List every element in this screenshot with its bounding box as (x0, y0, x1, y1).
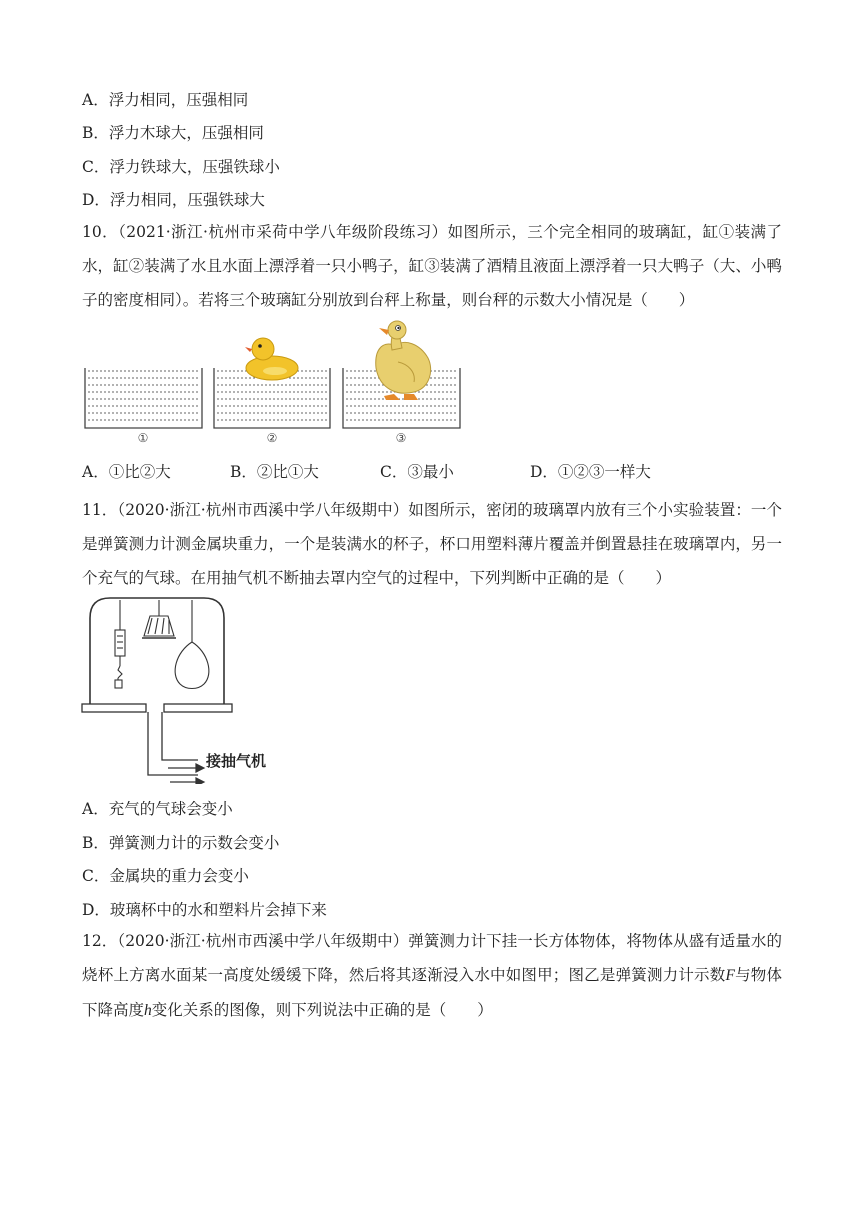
q12-stem-part3: 变化关系的图像，则下列说法中正确的是（ ） (151, 1001, 493, 1019)
balloon-icon (175, 600, 209, 689)
q11-stem: 11．（2020·浙江·杭州市西溪中学八年级期中）如图所示，密闭的玻璃罩内放有三个小实验装置：一个是弹簧测力计测金属块重力，一个是装满水的杯子，杯口用塑料薄片覆盖并倒置悬挂在玻璃罩内，另一个充气的气球。在用抽气机不断抽去罩内空气的过程中，下列判断中正确的是（ ） (82, 501, 782, 587)
vacuum-pump-label: 接抽气机 (206, 752, 267, 770)
q11-option-b: B．弹簧测力计的示数会变小 (82, 834, 280, 852)
tank-label-1: ① (137, 431, 149, 445)
q11-figure-bell-jar (80, 592, 290, 784)
q10-option-d: D．①②③一样大 (530, 463, 651, 481)
bell-jar (90, 598, 224, 704)
q11-option-c: C．金属块的重力会变小 (82, 867, 249, 885)
q9-option-a: A．浮力相同，压强相同 (82, 91, 249, 109)
inverted-cup-icon (142, 600, 176, 638)
q10-figure-tanks (80, 318, 480, 450)
big-duck-icon (376, 321, 431, 400)
q10-stem: 10．（2021·浙江·杭州市采荷中学八年级阶段练习）如图所示，三个完全相同的玻璃缸，缸①装满了水，缸②装满了水且水面上漂浮着一只小鸭子，缸③装满了酒精且液面上漂浮着一只大鸭子（大、小鸭子的密度相同）。若将三个玻璃缸分别放到台秤上称量，则台秤的示数大小情况是（ ） (82, 223, 782, 309)
q12-var-f: F (725, 967, 735, 984)
q10-option-b: B．②比①大 (230, 463, 319, 481)
spring-scale-icon (115, 600, 125, 688)
q12-stem-part2: 与物体下降高度 (82, 966, 782, 1019)
tank-label-3: ③ (395, 431, 407, 445)
tank-label-2: ② (266, 431, 278, 445)
q12-stem (82, 924, 782, 1028)
q10-option-c: C．③最小 (380, 463, 454, 481)
q12-stem-part1: 12．（2020·浙江·杭州市西溪中学八年级期中）弹簧测力计下挂一长方体物体，将物体从盛有适量水的烧杯上方离水面某一高度处缓缓下降，然后将其逐渐浸入水中如图甲；图乙是弹簧测力计示数 (82, 932, 782, 984)
q10-option-a: A．①比②大 (82, 463, 171, 481)
q12-var-h: h (144, 1002, 152, 1019)
q11-option-d: D．玻璃杯中的水和塑料片会掉下来 (82, 901, 327, 919)
tank-1 (85, 368, 202, 428)
q9-option-c: C．浮力铁球大，压强铁球小 (82, 158, 280, 176)
small-duck-icon (245, 338, 298, 380)
q9-option-d: D．浮力相同，压强铁球大 (82, 191, 265, 209)
q11-option-a: A．充气的气球会变小 (82, 800, 233, 818)
q9-option-b: B．浮力木球大，压强相同 (82, 124, 264, 142)
